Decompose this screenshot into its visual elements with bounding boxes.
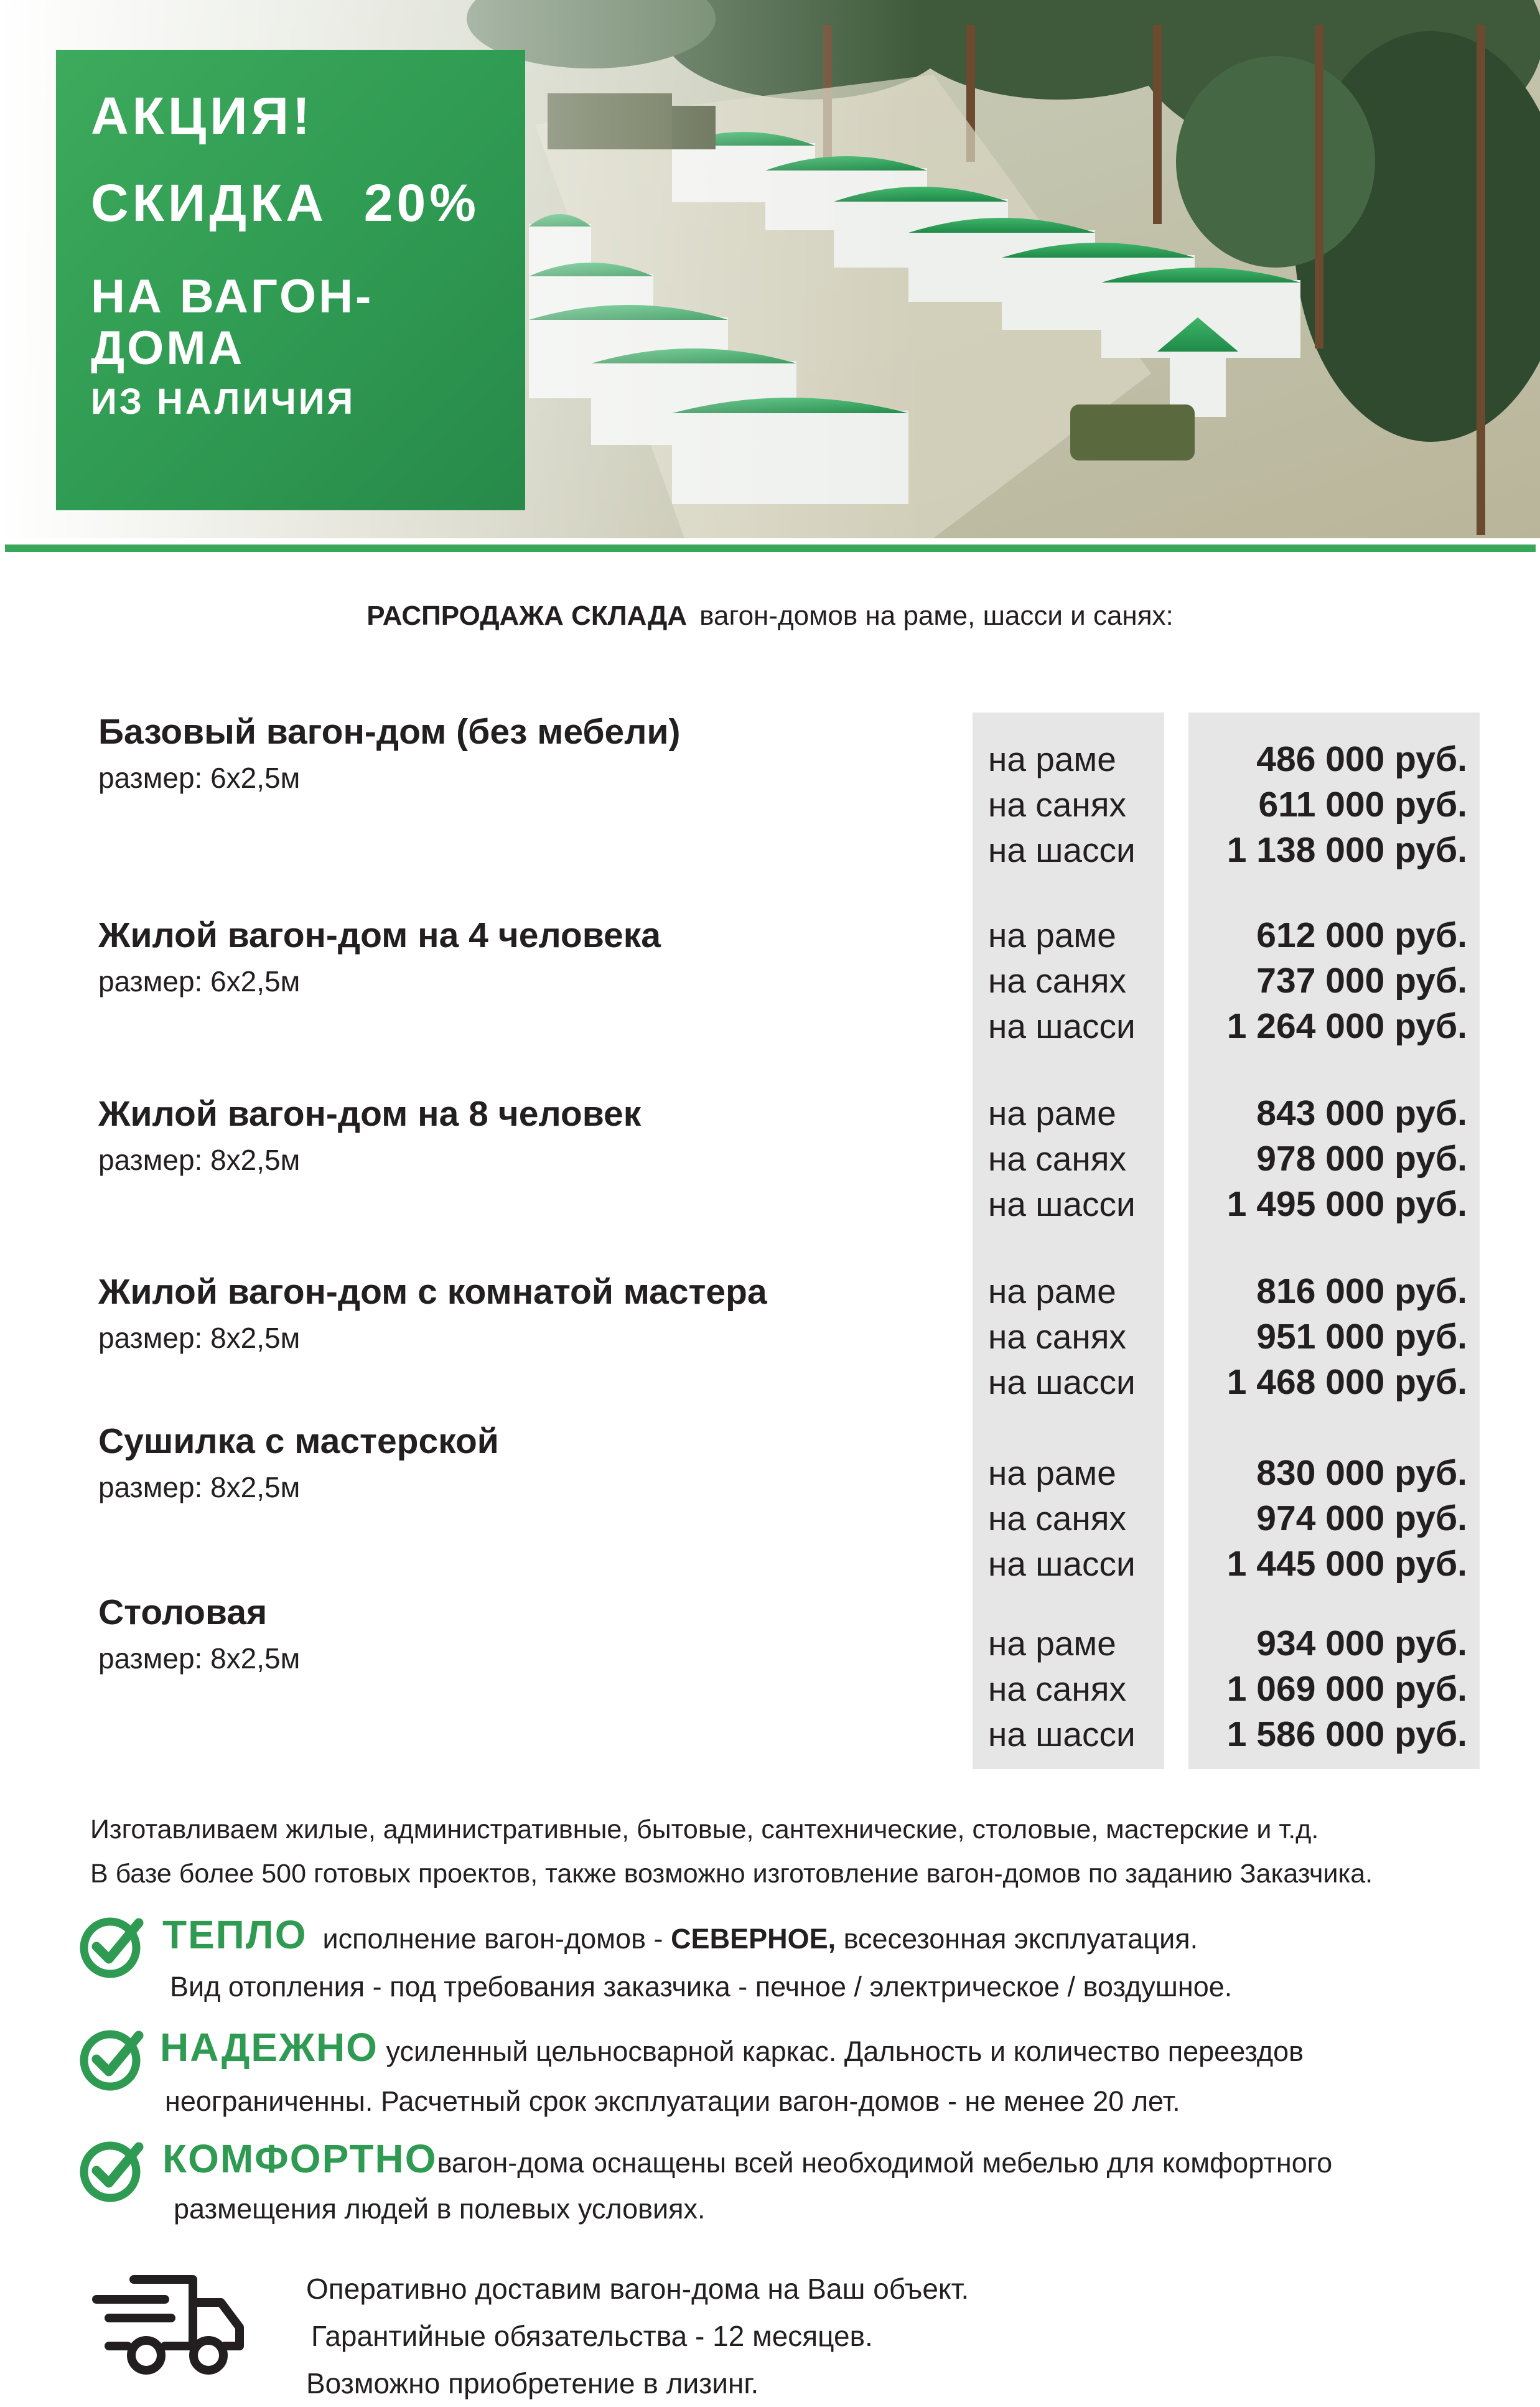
price-value: 1 468 000 руб. — [1226, 1362, 1467, 1402]
feature-text-bold: СЕВЕРНОЕ, — [671, 1923, 836, 1955]
product-name-block — [98, 1271, 767, 1355]
feature-text: всесезонная эксплуатация. — [843, 1923, 1198, 1955]
price-label: на шасси — [988, 1714, 1136, 1754]
price-row — [988, 736, 1467, 782]
price-row — [988, 782, 1467, 827]
price-label: на шасси — [988, 1006, 1136, 1045]
price-row — [988, 1541, 1467, 1586]
price-label: на санях — [988, 1498, 1126, 1538]
price-row — [988, 1495, 1467, 1541]
product-prices — [988, 1090, 1467, 1227]
feature-line-2: неограниченны. Расчетный срок эксплуатации вагон-домов - не менее 20 лет. — [165, 2085, 1180, 2117]
delivery-line: Оперативно доставим вагон-дома на Ваш объект. — [306, 2273, 969, 2305]
feature-text: вагон-дома оснащены всей необходимой мебелью для комфортного — [437, 2147, 1333, 2179]
promo-discount: СКИДКА 20% — [91, 174, 480, 233]
price-label: на раме — [988, 1453, 1116, 1492]
price-value: 1 264 000 руб. — [1226, 1006, 1467, 1046]
product-name: Жилой вагон-дом с комнатой мастера — [98, 1272, 767, 1312]
price-value: 486 000 руб. — [1256, 739, 1467, 779]
product-prices — [988, 736, 1467, 872]
price-value: 978 000 руб. — [1256, 1138, 1467, 1179]
price-row — [988, 1666, 1467, 1711]
product-name: Сушилка с мастерской — [98, 1421, 499, 1461]
price-row — [988, 1268, 1467, 1314]
price-value: 816 000 руб. — [1256, 1271, 1467, 1311]
divider — [5, 544, 1536, 552]
product-name: Столовая — [98, 1592, 268, 1632]
check-circle-icon — [78, 1912, 146, 1980]
price-label: на шасси — [988, 1362, 1136, 1401]
sale-title-bold: РАСПРОДАЖА СКЛАДА — [366, 601, 688, 631]
product-name: Базовый вагон-дом (без мебели) — [98, 712, 681, 752]
price-value: 611 000 руб. — [1258, 784, 1467, 825]
feature-line — [162, 2136, 1332, 2182]
delivery-line: Гарантийные обязательства - 12 месяцев. — [311, 2320, 873, 2352]
feature-text: исполнение вагон-домов - — [322, 1923, 663, 1955]
product-size: размер: 8х2,5м — [98, 1471, 301, 1503]
price-value: 1 586 000 руб. — [1226, 1714, 1467, 1754]
price-value: 843 000 руб. — [1256, 1093, 1467, 1133]
price-label: на санях — [988, 961, 1126, 1000]
intro-line: В базе более 500 готовых проектов, также возможно изготовление вагон-домов по заданию Заказчика. — [90, 1859, 1373, 1889]
price-label: на шасси — [988, 1184, 1136, 1223]
product-name-block — [98, 915, 661, 998]
price-value: 1 138 000 руб. — [1226, 830, 1467, 870]
feature-keyword: КОМФОРТНО — [162, 2136, 437, 2181]
product-size: размер: 8х2,5м — [98, 1642, 301, 1675]
delivery-truck-icon — [90, 2268, 249, 2380]
product-name: Жилой вагон-дом на 8 человек — [98, 1094, 642, 1134]
price-value: 830 000 руб. — [1256, 1452, 1467, 1493]
price-value: 1 495 000 руб. — [1226, 1184, 1467, 1224]
product-size: размер: 8х2,5м — [98, 1322, 301, 1354]
product-name-block — [98, 711, 680, 795]
price-label: на раме — [988, 1624, 1116, 1663]
price-label: на раме — [988, 915, 1116, 955]
price-label: на шасси — [988, 1544, 1136, 1583]
check-circle-icon — [78, 2024, 146, 2093]
price-label: на санях — [988, 1669, 1126, 1708]
intro-text — [90, 1808, 1373, 1896]
check-circle-icon — [78, 2136, 146, 2204]
product-prices — [988, 912, 1467, 1049]
product-size: размер: 6х2,5м — [98, 965, 301, 998]
product-size: размер: 8х2,5м — [98, 1144, 301, 1176]
price-row — [988, 1314, 1467, 1359]
price-value: 612 000 руб. — [1256, 915, 1467, 955]
price-row — [988, 1003, 1467, 1049]
price-row — [988, 1620, 1467, 1666]
feature-keyword: НАДЕЖНО — [160, 2025, 378, 2070]
price-value: 737 000 руб. — [1256, 960, 1467, 1001]
product-name-block — [98, 1421, 499, 1504]
price-label: на санях — [988, 1317, 1126, 1356]
feature-line-2: размещения людей в полевых условиях. — [174, 2193, 706, 2225]
price-row — [988, 958, 1467, 1003]
delivery-text — [306, 2265, 969, 2407]
product-prices — [988, 1268, 1467, 1404]
price-row — [988, 912, 1467, 958]
price-row — [988, 1359, 1467, 1404]
price-value: 951 000 руб. — [1256, 1316, 1467, 1357]
product-name-block — [98, 1592, 300, 1675]
price-row — [988, 1090, 1467, 1136]
promo-headline: АКЦИЯ! — [91, 86, 314, 145]
price-value: 1 069 000 руб. — [1226, 1668, 1467, 1709]
feature-line — [160, 2024, 1304, 2070]
promo-availability: ИЗ НАЛИЧИЯ — [91, 381, 356, 422]
price-value: 1 445 000 руб. — [1226, 1543, 1467, 1584]
sale-title-rest: вагон-домов на раме, шасси и санях: — [699, 601, 1174, 631]
product-name-block — [98, 1093, 641, 1177]
price-label: на санях — [988, 785, 1126, 824]
price-value: 974 000 руб. — [1256, 1498, 1467, 1538]
price-label: на раме — [988, 739, 1116, 778]
price-label: на раме — [988, 1271, 1116, 1311]
feature-keyword: ТЕПЛО — [162, 1912, 307, 1957]
price-label: на раме — [988, 1093, 1116, 1133]
feature-text: усиленный цельносварной каркас. Дальность и количество переездов — [386, 2035, 1304, 2067]
delivery-line: Возможно приобретение в лизинг. — [306, 2367, 759, 2400]
hero-photo — [0, 0, 1540, 538]
price-label: на санях — [988, 1139, 1126, 1178]
promo-subject: НА ВАГОН-ДОМА — [91, 269, 374, 375]
product-name: Жилой вагон-дом на 4 человека — [98, 915, 661, 955]
promo-banner — [56, 50, 525, 510]
sale-title — [0, 601, 1540, 632]
intro-line: Изготавливаем жилые, административные, бытовые, сантехнические, столовые, мастерские и т.д. — [90, 1815, 1319, 1844]
price-row — [988, 1136, 1467, 1181]
product-prices — [988, 1450, 1467, 1586]
price-value: 934 000 руб. — [1256, 1623, 1467, 1663]
feature-line-2: Вид отопления - под требования заказчика - печное / электрическое / воздушное. — [170, 1971, 1233, 2003]
product-prices — [988, 1620, 1467, 1757]
feature-line — [162, 1912, 1198, 1958]
price-label: на шасси — [988, 830, 1136, 869]
price-row — [988, 1711, 1467, 1757]
price-row — [988, 1450, 1467, 1495]
price-row — [988, 1181, 1467, 1227]
price-row — [988, 827, 1467, 872]
product-size: размер: 6х2,5м — [98, 762, 301, 794]
